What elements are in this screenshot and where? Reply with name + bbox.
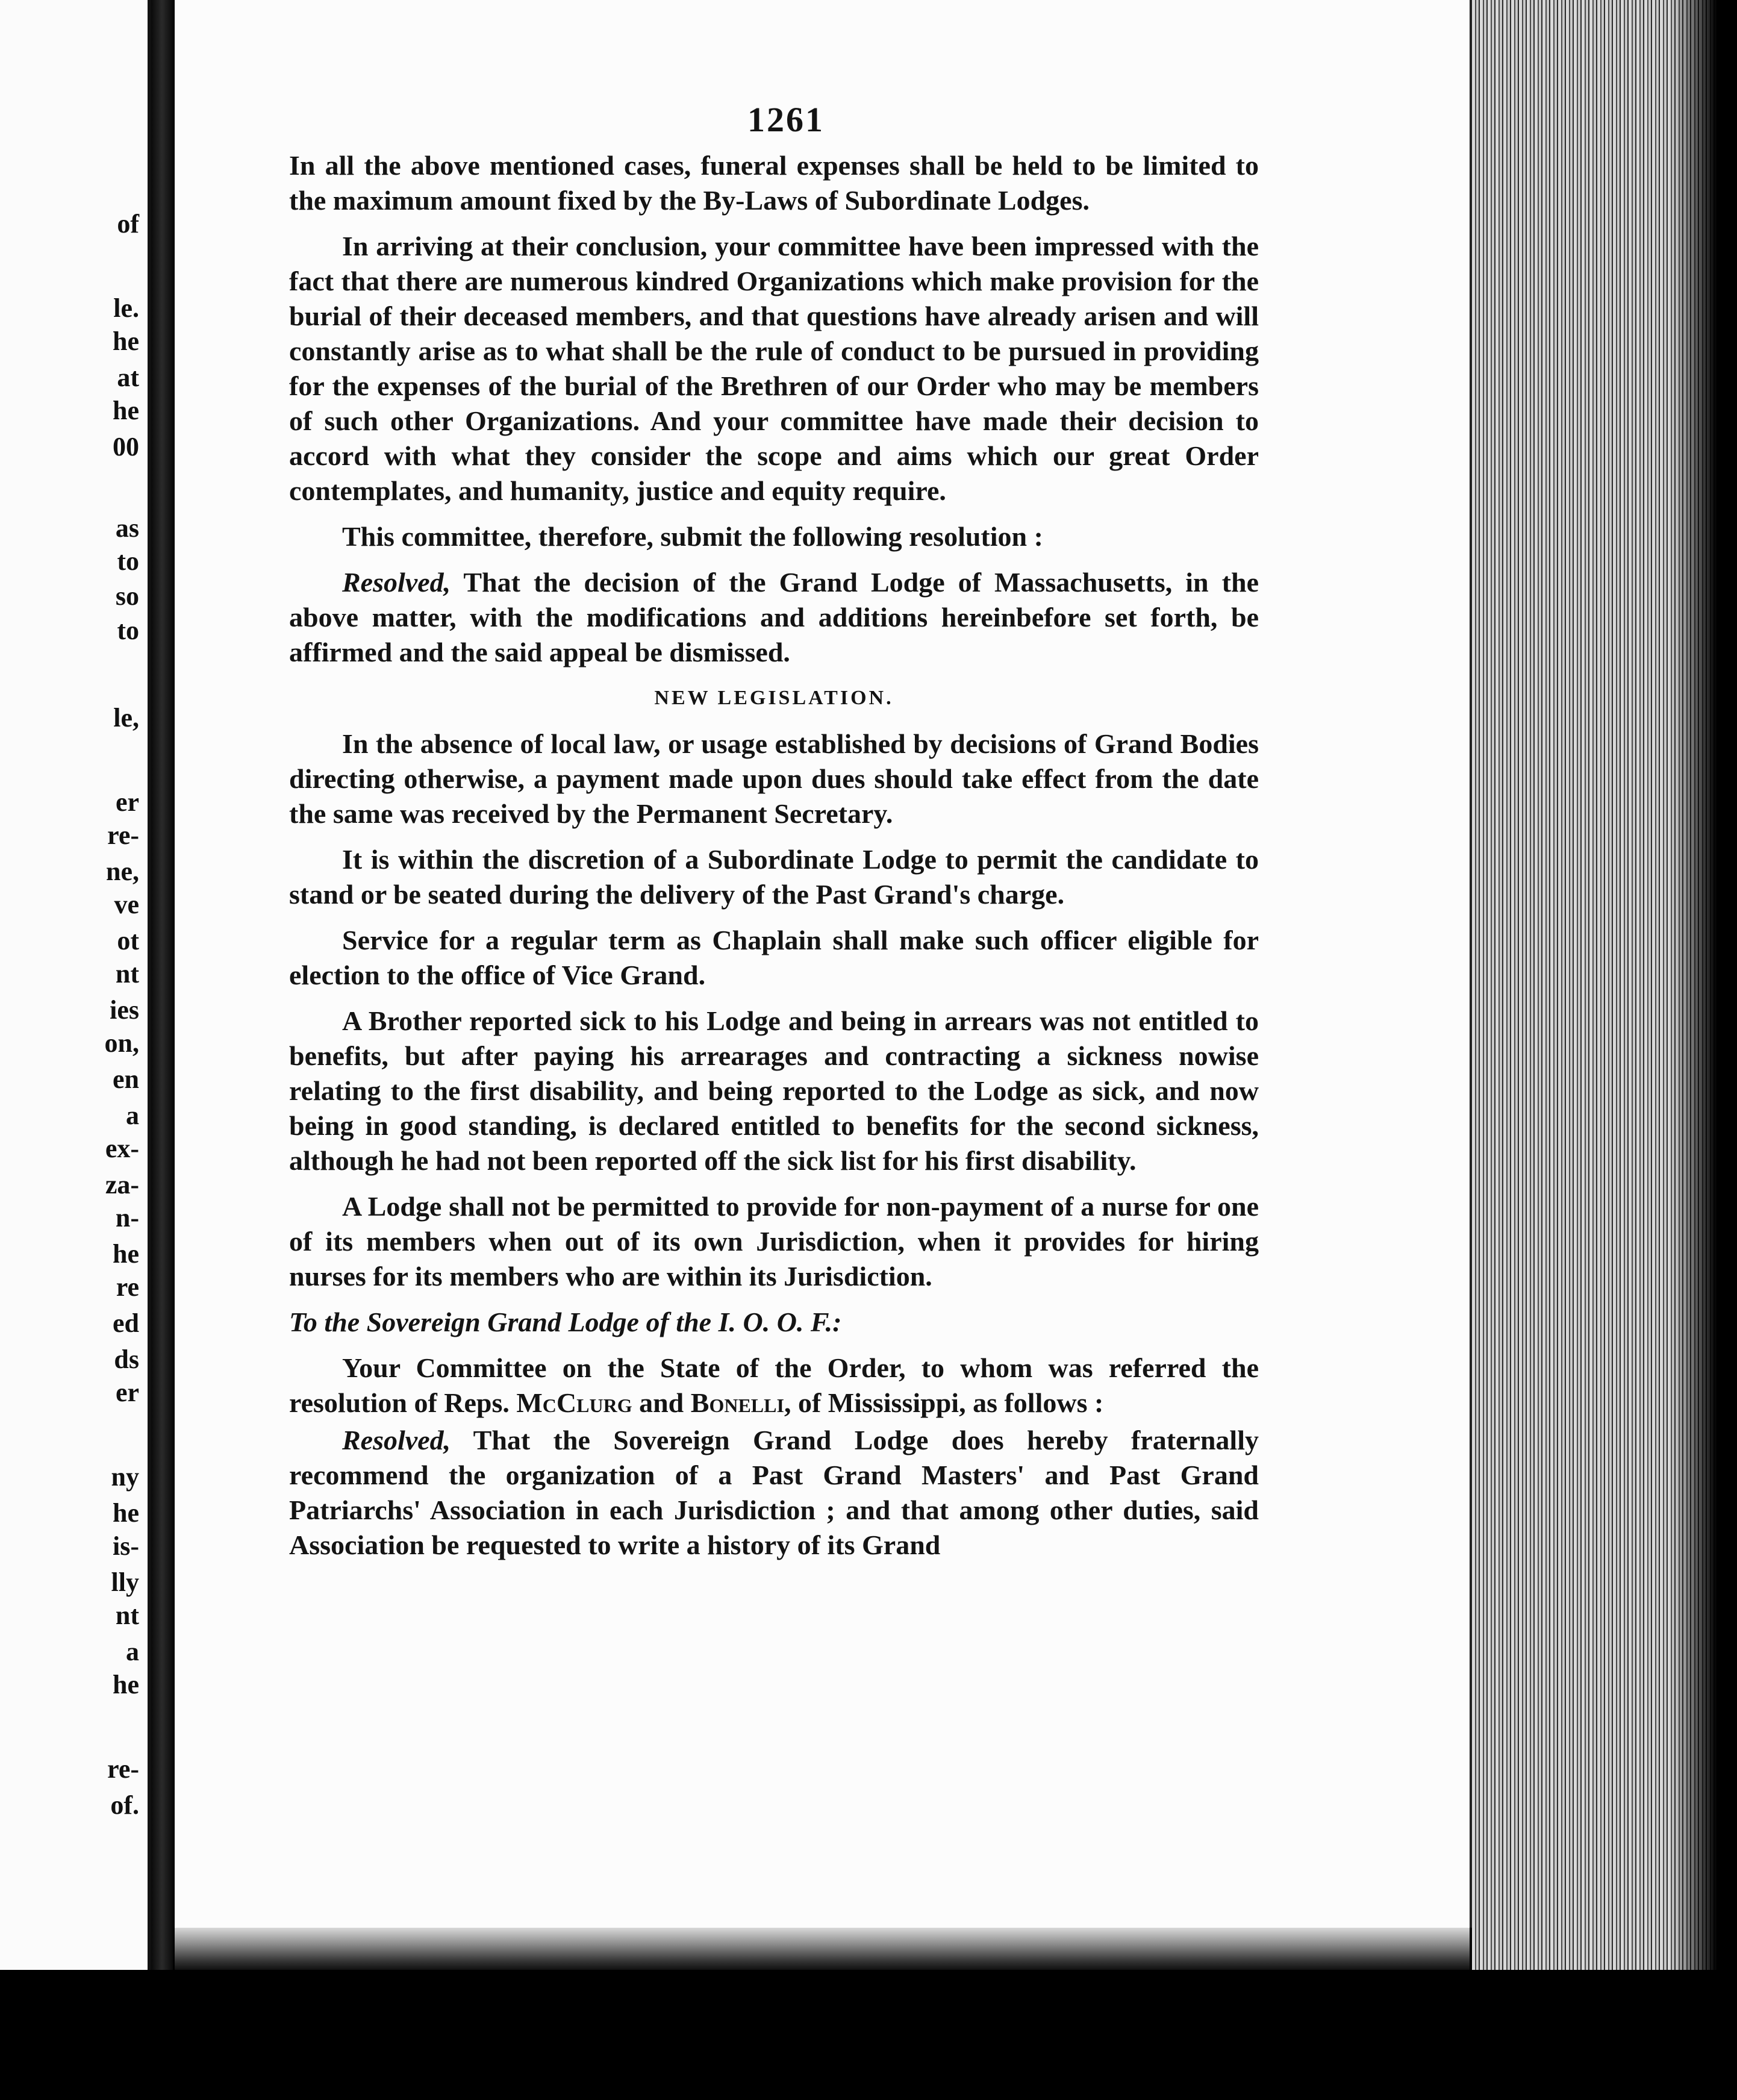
left-page-fragment: at	[117, 363, 139, 392]
left-page-fragment: on,	[104, 1028, 139, 1058]
left-page-fragment: en	[113, 1064, 139, 1094]
left-page-fragment: to	[117, 616, 139, 645]
paragraph-submit-resolution: This committee, therefore, submit the following resolution :	[342, 521, 1043, 552]
page-number: 1261	[747, 100, 825, 139]
rep-name-bonelli: Bonelli	[690, 1387, 784, 1418]
left-page-fragment: re-	[107, 820, 139, 850]
left-page-fragment: le.	[113, 293, 139, 323]
salutation: To the Sovereign Grand Lodge of the I. O. O. F.:	[289, 1307, 842, 1337]
left-page-fragment: he	[113, 396, 139, 425]
resolution-text: That the decision of the Grand Lodge of Massachusetts, in the above matter, with the modifications and additions hereinbefore set forth, be affirmed and the said appeal be dismissed.	[289, 567, 1259, 667]
left-page-fragment: ne,	[106, 857, 139, 886]
left-page-fragment: ed	[113, 1308, 139, 1338]
legislation-item: Service for a regular term as Chaplain shall make such officer eligible for election to the office of Vice Grand.	[289, 925, 1259, 990]
legislation-item: It is within the discretion of a Subordinate Lodge to permit the candidate to stand or be seated during the delivery of the Past Grand's charge.	[289, 844, 1259, 910]
left-page-fragment: ies	[110, 995, 139, 1025]
left-page-fragment: he	[113, 1239, 139, 1269]
committee-text-before: Your Committee on the State of the Order, to whom was referred the resolution of Reps.	[289, 1352, 1259, 1418]
left-page-fragment: to	[117, 546, 139, 576]
previous-page-edge	[0, 0, 151, 1970]
left-page-fragment: lly	[111, 1567, 139, 1597]
committee-and: and	[639, 1387, 684, 1418]
resolved-label: Resolved,	[342, 1425, 451, 1455]
left-page-fragment: re	[116, 1272, 139, 1302]
left-page-fragment: ny	[111, 1462, 139, 1492]
left-page-fragment: as	[115, 513, 139, 543]
paragraph-committee-conclusion: In arriving at their conclusion, your committee have been impressed with the fact that there are numerous kindred Organizations which make provision for the burial of their deceased members, and that questions have already arisen and will constantly arise as to what shall be the rule of conduct to be pursued in providing for the expenses of the burial of the Brethren of our Order who may be members of such other Organizations. And your committee have made their decision to accord with what they consider the scope and aims which our great Order contemplates, and humanity, justice and equity require.	[289, 231, 1259, 506]
left-page-fragment: of	[117, 209, 139, 239]
left-page-fragment: n-	[115, 1203, 139, 1233]
left-page-fragment: re-	[107, 1754, 139, 1784]
left-page-fragment: of.	[110, 1790, 139, 1820]
rep-name-mcclurg: McClurg	[516, 1387, 632, 1418]
left-page-fragment: ex-	[105, 1134, 139, 1163]
left-page-fragment: nt	[115, 1601, 139, 1630]
resolution-association	[289, 1423, 1259, 1563]
left-page-fragment: 00	[113, 432, 139, 461]
left-page-fragment: er	[115, 787, 139, 817]
left-page-fragment: er	[115, 1378, 139, 1407]
left-page-fragment: so	[115, 581, 139, 611]
section-heading: NEW LEGISLATION.	[654, 687, 894, 709]
resolved-label: Resolved,	[342, 567, 451, 598]
resolution-massachusetts	[289, 565, 1259, 670]
book-gutter	[151, 0, 173, 1988]
page-edges-stack	[1472, 0, 1737, 1994]
left-page-fragment: ds	[114, 1345, 139, 1374]
left-page-fragment: nt	[115, 959, 139, 989]
paragraph-funeral-expenses: In all the above mentioned cases, funeral expenses shall be held to be limited to the maximum amount fixed by the By-Laws of Subordinate Lodges.	[289, 150, 1259, 216]
left-page-fragment: a	[126, 1101, 139, 1130]
page-bottom-edge	[175, 1928, 1470, 1970]
legislation-item: In the absence of local law, or usage established by decisions of Grand Bodies directing otherwise, a payment made upon dues should take effect from the date the same was received by the Permanent Secretary.	[289, 728, 1259, 829]
left-page-fragment: he	[113, 1670, 139, 1699]
legislation-item: A Brother reported sick to his Lodge and being in arrears was not entitled to benefits, but after paying his arrearages and contracting a sickness nowise relating to the first disability, and being reported to the Lodge as sick, and now being in good standing, is declared entitled to benefits for the second sickness, although he had not been reported off the sick list for his first disability.	[289, 1005, 1259, 1176]
bottom-shadow	[0, 1970, 1737, 2100]
left-page-fragment: ot	[117, 926, 139, 955]
resolution-text: That the Sovereign Grand Lodge does hereby fraternally recommend the organization of a Past Grand Masters' and Past Grand Patriarchs' Association in each Jurisdiction ; and that among other duties, said Association be requested to write a history of its Grand	[289, 1425, 1259, 1560]
left-page-fragment: a	[126, 1637, 139, 1666]
left-page-fragment: he	[113, 1498, 139, 1528]
left-page-fragment: le,	[113, 703, 139, 733]
page-text	[289, 102, 1259, 1573]
committee-paragraph	[289, 1351, 1259, 1420]
left-page-fragment: is-	[113, 1531, 139, 1561]
committee-text-after: , of Mississippi, as follows :	[784, 1387, 1104, 1418]
left-page-fragment: he	[113, 327, 139, 356]
legislation-item: A Lodge shall not be permitted to provide for non-payment of a nurse for one of its members when out of its own Jurisdiction, when it provides for hiring nurses for its members who are within its Jurisdiction.	[289, 1191, 1259, 1292]
left-page-fragment: ve	[114, 890, 139, 919]
left-page-fragment: za-	[105, 1170, 139, 1199]
